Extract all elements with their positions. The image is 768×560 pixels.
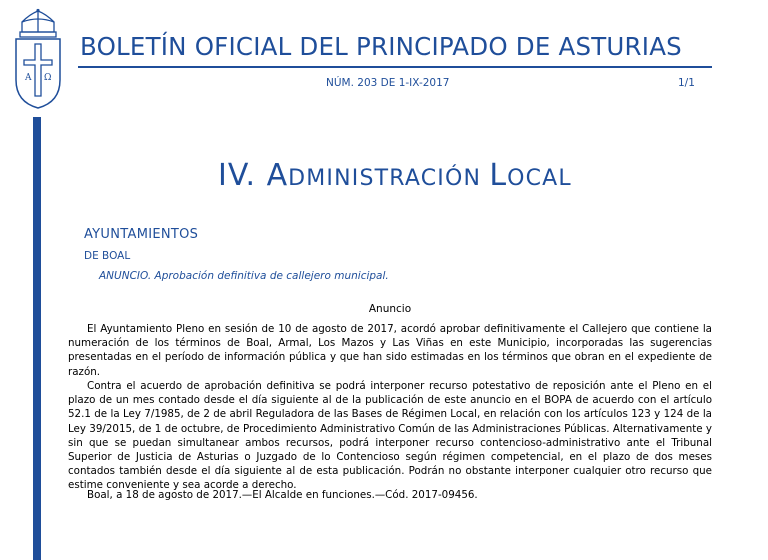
paragraph-2: Contra el acuerdo de aprobación definitiva se podrá interponer recurso potestativo de reposición ante el Pleno en el plazo de un mes contado desde el día siguiente al de la publicación de este anuncio en el BOPA de acuerdo con el artículo 52.1 de la Ley 7/1985, de 2 de abril Reguladora de las Bases de Régimen Local, en relación con los artículos 123 y 124 de la Ley 39/2015, de 1 de octubre, de Procedimiento Administrativo Común de las Administraciones Públicas. Alternativamente y sin que se puedan simultanear ambos recursos, podrá interponer recurso contencioso-administrativo ante el Tribunal Superior de Justicia de Asturias o Juzgado de lo Contencioso según régimen competencial, en el plazo de dos meses contados también desde el día siguiente al de esta publicación. Podrán no obstante interponer cualquier otro recurso que estime conveniente y sea acorde a derecho. (68, 380, 712, 492)
left-margin-bar (33, 117, 41, 560)
section-title (218, 158, 572, 193)
page-count: 1/1 (678, 77, 695, 89)
section-roman: IV. (218, 158, 267, 193)
section-word1-cap: A (266, 158, 289, 193)
svg-text:A: A (25, 73, 32, 83)
section-word2-rest: OCAL (507, 166, 572, 191)
entity-type: AYUNTAMIENTOS (84, 227, 199, 242)
issue-number: NÚM. 203 DE 1-IX-2017 (326, 77, 450, 89)
title-rule (78, 66, 712, 68)
section-word1-rest: DMINISTRACIÓN (288, 166, 490, 191)
municipality: DE BOAL (84, 250, 131, 262)
section-word2-cap: L (489, 158, 508, 193)
announcement-label: Anuncio (368, 303, 412, 315)
asturias-coat-of-arms-icon (10, 8, 66, 110)
bulletin-title: BOLETÍN OFICIAL DEL PRINCIPADO DE ASTURIAS (80, 32, 682, 61)
signature-line: Boal, a 18 de agosto de 2017.—El Alcalde en funciones.—Cód. 2017-09456. (87, 489, 478, 501)
svg-text:Ω: Ω (44, 73, 52, 83)
paragraph-1: El Ayuntamiento Pleno en sesión de 10 de agosto de 2017, acordó aprobar definitivamente el Callejero que contiene la numeración de los términos de Boal, Armal, Los Mazos y Las Viñas en este Municipio, incorporadas las sugerencias presentadas en el período de información pública y que han sido estimadas en los términos que obran en el expediente de razón. (68, 323, 712, 378)
announcement-heading: ANUNCIO. Aprobación definitiva de callejero municipal. (99, 270, 389, 282)
